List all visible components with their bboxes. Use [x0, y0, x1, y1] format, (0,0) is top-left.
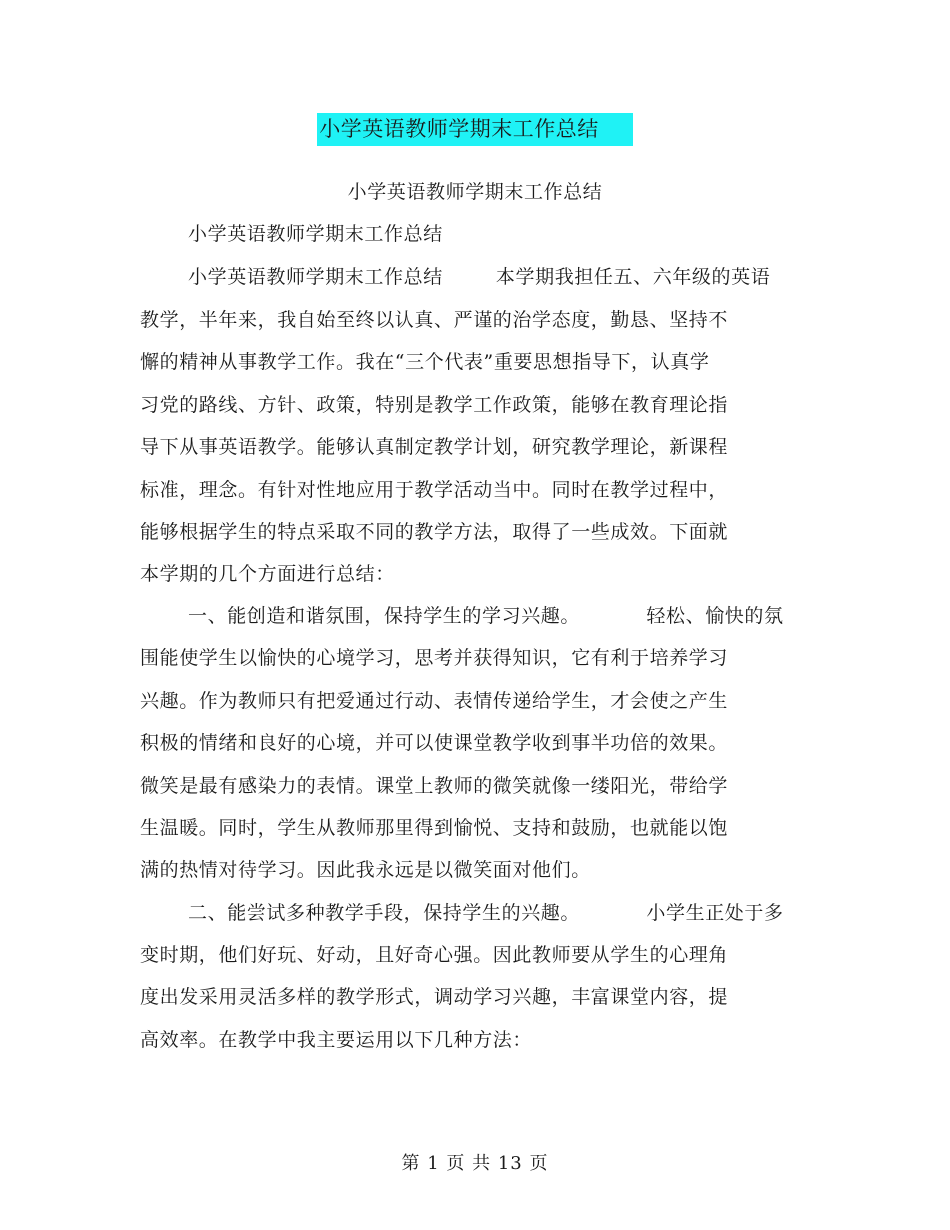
paragraph-2-line-6: 生温暖。同时，学生从教师那里得到愉悦、支持和鼓励，也就能以饱 — [140, 817, 729, 839]
paragraph-1-line-8: 本学期的几个方面进行总结： — [140, 563, 395, 585]
paragraph-3-line-2: 变时期，他们好玩、好动，且好奇心强。因此教师要从学生的心理角 — [140, 944, 729, 966]
document-subtitle: 小学英语教师学期末工作总结 — [347, 181, 603, 203]
paragraph-1-line-4: 习党的路线、方针、政策，特别是教学工作政策，能够在教育理论指 — [140, 394, 729, 416]
paragraph-2-line-1: 一、能创造和谐氛围，保持学生的学习兴趣。 轻松、愉快的氛 — [188, 605, 784, 627]
document-title: 小学英语教师学期末工作总结 — [317, 113, 633, 146]
paragraph-3-line-4: 高效率。在教学中我主要运用以下几种方法： — [140, 1029, 533, 1051]
paragraph-2-line-7: 满的热情对待学习。因此我永远是以微笑面对他们。 — [140, 859, 591, 881]
title-wrap — [0, 113, 950, 146]
paragraph-2-line-2: 围能使学生以愉快的心境学习，思考并获得知识，它有利于培养学习 — [140, 647, 729, 669]
paragraph-2-line-4: 积极的情绪和良好的心境，并可以使课堂教学收到事半功倍的效果。 — [140, 732, 729, 754]
paragraph-1-line-3: 懈的精神从事教学工作。我在“三个代表”重要思想指导下，认真学 — [140, 351, 710, 373]
paragraph-1-line-5: 导下从事英语教学。能够认真制定教学计划，研究教学理论，新课程 — [140, 436, 729, 458]
paragraph-2-line-5: 微笑是最有感染力的表情。课堂上教师的微笑就像一缕阳光，带给学 — [140, 775, 729, 797]
paragraph-1-line-1: 小学英语教师学期末工作总结 本学期我担任五、六年级的英语 — [188, 266, 771, 288]
paragraph-1-line-7: 能够根据学生的特点采取不同的教学方法，取得了一些成效。下面就 — [140, 521, 729, 543]
heading-repeat: 小学英语教师学期末工作总结 — [188, 223, 443, 245]
paragraph-3-line-1: 二、能尝试多种教学手段，保持学生的兴趣。 小学生正处于多 — [188, 902, 784, 924]
paragraph-2-line-3: 兴趣。作为教师只有把爱通过行动、表情传递给学生，才会使之产生 — [140, 690, 729, 712]
paragraph-3-line-3: 度出发采用灵活多样的教学形式，调动学习兴趣，丰富课堂内容，提 — [140, 986, 729, 1008]
paragraph-1-line-2: 教学，半年来，我自始至终以认真、严谨的治学态度，勤恳、坚持不 — [140, 309, 729, 331]
paragraph-1-line-6: 标准，理念。有针对性地应用于教学活动当中。同时在教学过程中， — [140, 479, 729, 501]
page-footer: 第 1 页 共 13 页 — [401, 1153, 549, 1174]
